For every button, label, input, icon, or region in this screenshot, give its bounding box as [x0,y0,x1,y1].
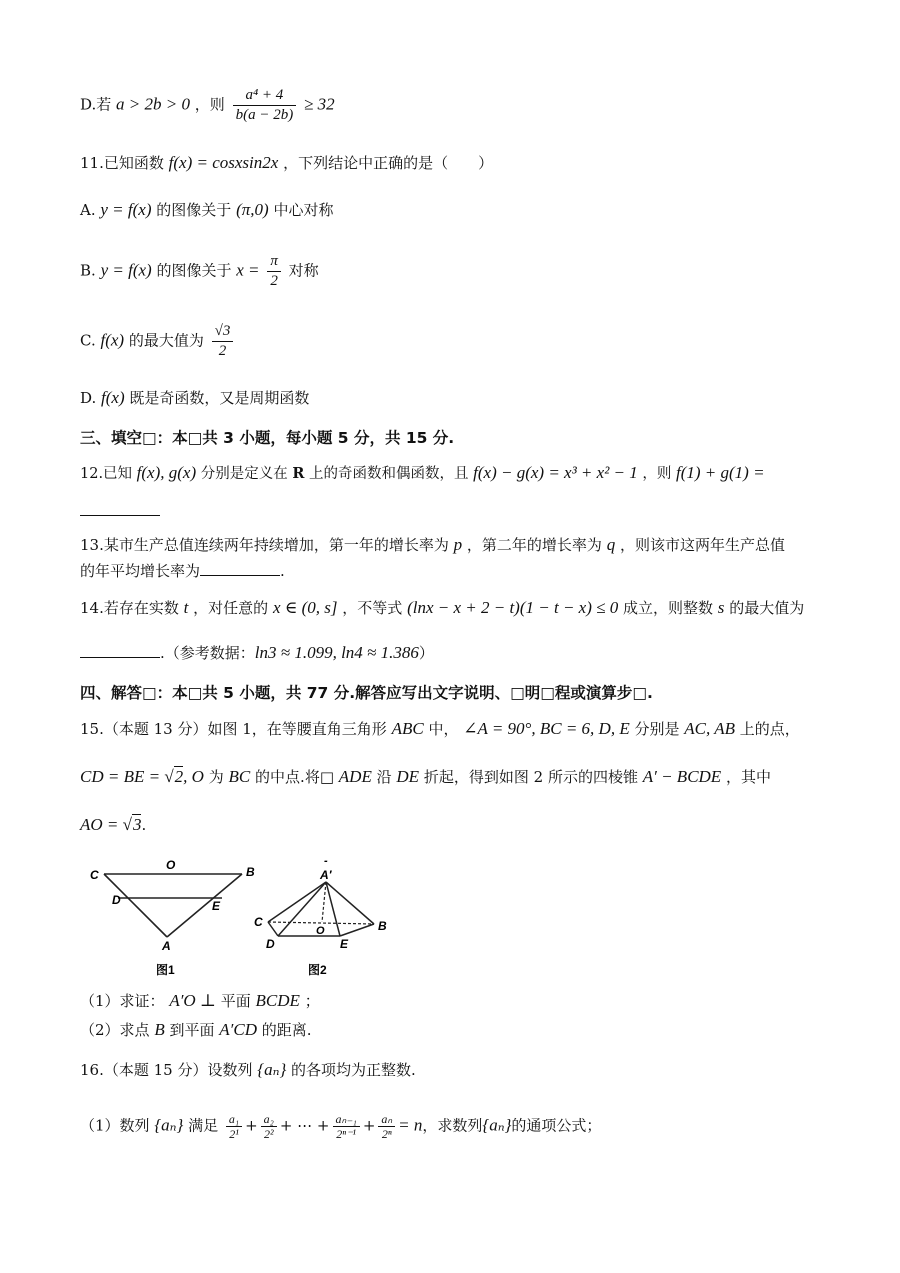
q11c-mid: 的最大值为 [128,331,204,350]
q15-p2-plane: A′CD [219,1020,258,1039]
q13-line2-post: . [280,562,285,580]
q16-term-1 [226,1112,242,1141]
q12-mid1: 分别是定义在 [200,466,288,482]
q11-function: f(x) = cosxsin2x [168,153,279,172]
q11c-fraction [212,322,234,361]
q11d-label: D. [80,389,97,407]
q15-l2-mid: 为 [208,768,224,786]
f2-line-ae [326,882,340,936]
q10d-denominator: b(a − 2b) [235,107,294,123]
q14-line-1 [80,597,804,619]
q11a-point: (π,0) [236,200,269,219]
q11b-post: 对称 [288,261,319,280]
q16-t1-num: a₁ [226,1112,242,1127]
q14-s: s [717,598,725,617]
q16-l1-pre: 16.（本题 15 分）设数列 [80,1061,253,1079]
f1-label-d: D [112,893,121,907]
q15-p1-mid: 平面 [220,992,251,1010]
q15-l2-sqrt: √2 [164,767,184,786]
q16-t4-num: aₙ [378,1112,395,1127]
q16-l2-pre: （1）数列 [80,1116,150,1135]
q10d-label: D.若 [80,95,112,114]
q14-ref-pre: .（参考数据： [160,644,255,662]
q14-mid1: ，对任意的 [193,599,269,617]
q16-l2-seq2: {aₙ} [482,1115,512,1135]
q15-triangle: ABC [391,719,424,738]
q15-p1-pre: （1）求证： [80,992,165,1010]
q11-option-b [80,252,319,291]
q13-line-2 [80,560,285,582]
q11c-denominator: 2 [218,343,227,359]
q11b-mid: 的图像关于 [156,261,232,280]
q15-l2-o: , O [183,767,204,786]
q15-l2-mid2: 的中点.将□ [255,768,334,786]
q15-p2-b: B [154,1020,165,1039]
q10d-numerator: a⁴ + 4 [233,86,297,106]
q15-l2-pyramid: A′ − BCDE [642,767,722,786]
f2-label-dash: - [324,855,328,867]
q11-option-d [80,387,309,409]
q11-stem-pre: 11.已知函数 [80,154,164,172]
q16-t1-den: 2¹ [229,1127,239,1141]
q16-l2-seq: {aₙ} [154,1115,184,1135]
q13-answer-blank[interactable] [200,561,280,576]
q15-p1-post: ； [304,992,320,1010]
q11b-label: B. [80,261,96,280]
q14-inequality: (lnx − x + 2 − t)(1 − t − x) ≤ 0 [407,598,619,617]
q16-l2-mid: 满足 [188,1116,219,1135]
q15-l2-ade: ADE [338,767,372,786]
q15-l3-post: . [141,816,147,834]
q15-line-1 [80,718,800,740]
q15-p1-expr: A′O ⊥ [169,991,216,1010]
q12-funcs: f(x), g(x) [136,463,197,482]
q12-equation: f(x) − g(x) = x³ + x² − 1 [473,463,638,482]
q15-l3-sqrt: √3 [122,815,142,834]
q12-real-set: R [292,465,305,482]
q16-l1-post: 的各项均为正整数. [291,1061,416,1079]
q12-pre: 12.已知 [80,466,133,482]
q11-stem [80,152,493,174]
q11d-expr: f(x) [101,388,125,407]
q15-l2-bc: BC [228,767,251,786]
f2-line-cd [268,922,278,936]
q11-stem-post: ，下列结论中正确的是（ ） [283,154,494,172]
q13-post: ，则该市这两年生产总值 [620,536,786,554]
q11a-expr: y = f(x) [100,200,152,219]
q12-answer-line [80,500,160,522]
q15-l1-mid2: 分别是 [634,720,680,738]
q12-ask: f(1) + g(1) = [676,463,765,482]
q12-answer-blank[interactable] [80,501,160,516]
q11c-numerator: √3 [212,322,234,342]
q11d-post: 既是奇函数，又是周期函数 [129,389,310,407]
q14-t: t [183,598,189,617]
f1-label-o: O [166,858,176,872]
q15-l2-mid4: 折起，得到如图 2 所示的四棱锥 [423,768,638,786]
f2-label-b: B [378,919,387,933]
q14-reference-data: ln3 ≈ 1.099, ln4 ≈ 1.386 [254,643,419,662]
q12-mid3: ，则 [642,466,672,482]
q13-q: q [606,535,616,554]
q16-t2-den: 2² [263,1127,274,1141]
f2-label-o: O [316,925,325,937]
q15-line-2 [80,766,771,788]
q14-post: 的最大值为 [729,599,805,617]
q15-line-3 [80,814,146,836]
q16-eq-n: = n [398,1115,423,1135]
q14-mid3: 成立，则整数 [622,599,713,617]
f2-line-ab [326,882,374,924]
f1-label-c: C [90,868,99,882]
q10d-condition: a > 2b > 0 [116,94,190,114]
f2-line-ac [268,882,326,922]
q11b-numerator: π [267,252,281,272]
figure-1 [90,858,255,977]
q15-sides: AC, AB [684,719,735,738]
f1-label-e: E [212,899,221,913]
f2-label-a: A′ [320,868,332,882]
f2-line-ao [322,882,326,922]
q15-p1-plane: BCDE [255,991,300,1010]
q14-domain: x ∈ (0, s] [272,598,338,617]
q11-option-c [80,322,236,361]
q14-ref-post: ） [418,644,434,662]
q11a-post: 中心对称 [273,201,334,219]
q14-line-2 [80,642,434,664]
q10d-relation: ≥ 32 [303,94,335,114]
section-3-heading: 三、填空□：本□共 3 小题，每小题 5 分，共 15 分. [80,429,455,447]
q11a-label: A. [80,201,96,219]
q13-line2-pre: 的年平均增长率为 [80,562,201,580]
q11b-fraction [267,252,281,291]
f2-label-c: C [254,915,263,929]
f1-label-a: A [162,939,171,953]
q12-stem [80,462,765,485]
q16-l2-post: 的通项公式； [511,1116,602,1135]
q10d-then: ，则 [194,95,225,114]
q11b-x: x = [236,260,260,280]
q16-t2-num: a₂ [261,1112,277,1127]
f2-label-e: E [340,937,349,951]
q10-option-d [80,86,335,125]
f2-label-d: D [266,937,275,951]
q16-dots: + ⋯ + [279,1116,330,1135]
q11b-denominator: 2 [270,273,278,289]
q13-p: p [453,535,463,554]
q10d-fraction [233,86,297,125]
q15-l1-mid: 中， [428,720,459,738]
q16-l2-mid2: ，求数列 [422,1116,483,1135]
q15-l2-radicand: 2 [174,767,184,786]
f1-label-b: B [246,865,255,879]
q11a-mid: 的图像关于 [156,201,232,219]
f1-line-ba [167,874,242,937]
q16-line-1 [80,1059,416,1081]
q15-part-1 [80,990,320,1012]
q13-line-1 [80,534,785,556]
q15-l2-mid3: 沿 [376,768,392,786]
q15-l1-pre: 15.（本题 13 分）如图 1，在等腰直角三角形 [80,720,387,738]
q13-pre: 13.某市生产总值连续两年持续增加，第一年的增长率为 [80,536,449,554]
q15-l2-post: ，其中 [725,768,771,786]
q15-part-2 [80,1019,312,1041]
q14-pre: 14.若存在实数 [80,599,179,617]
section-4-heading: 四、解答□：本□共 5 小题，共 77 分.解答应写出文字说明、□明□程或演算步□. [80,684,653,702]
q11c-label: C. [80,331,96,350]
q16-term-4 [378,1112,395,1141]
q16-l1-seq: {aₙ} [257,1060,287,1079]
q15-l3-radicand: 3 [132,815,142,834]
q16-t4-den: 2ⁿ [381,1127,392,1141]
f1-caption: 图1 [156,963,175,977]
figure-2 [254,855,387,977]
q15-l2-eq: CD = BE = [80,767,165,786]
q12-mid2: 上的奇函数和偶函数，且 [309,466,469,482]
q15-l1-post: 上的点， [739,720,800,738]
q15-l3-eq: AO = [80,815,123,834]
q11c-expr: f(x) [100,330,125,350]
f2-caption: 图2 [308,963,327,977]
q14-mid2: ，不等式 [342,599,403,617]
q15-l2-de: DE [396,767,420,786]
q16-term-2 [261,1112,277,1141]
q15-condition: ∠A = 90°, BC = 6, D, E [463,719,630,738]
q15-p2-mid: 到平面 [169,1021,215,1039]
q14-answer-blank[interactable] [80,643,160,658]
q15-p2-pre: （2）求点 [80,1021,150,1039]
q11-option-a [80,199,333,221]
q16-t3-den: 2ⁿ⁻¹ [336,1127,357,1141]
q13-mid: ，第二年的增长率为 [466,536,602,554]
q11b-expr: y = f(x) [100,260,152,280]
q15-p2-post: 的距离. [261,1021,312,1039]
q15-figures [82,852,398,980]
q16-t3-num: aₙ₋₁ [333,1112,360,1127]
f2-line-eb [340,924,374,936]
f2-line-cb [268,922,374,924]
q16-line-2: （1）数列 {aₙ} 满足 $\frac{\text{a₁}}{\text{2¹}}$ + $\frac{\text{a₂}}{\text{2²}}$ + ⋯ + $\frac{\text{aₙ₋₁}}{\text{2ⁿ⁻¹}}$ + $\frac{\text{aₙ}}{\text{2ⁿ}}$ = n，求数列{aₙ}的通项公式； [80,1112,602,1141]
q16-term-3 [333,1112,360,1141]
